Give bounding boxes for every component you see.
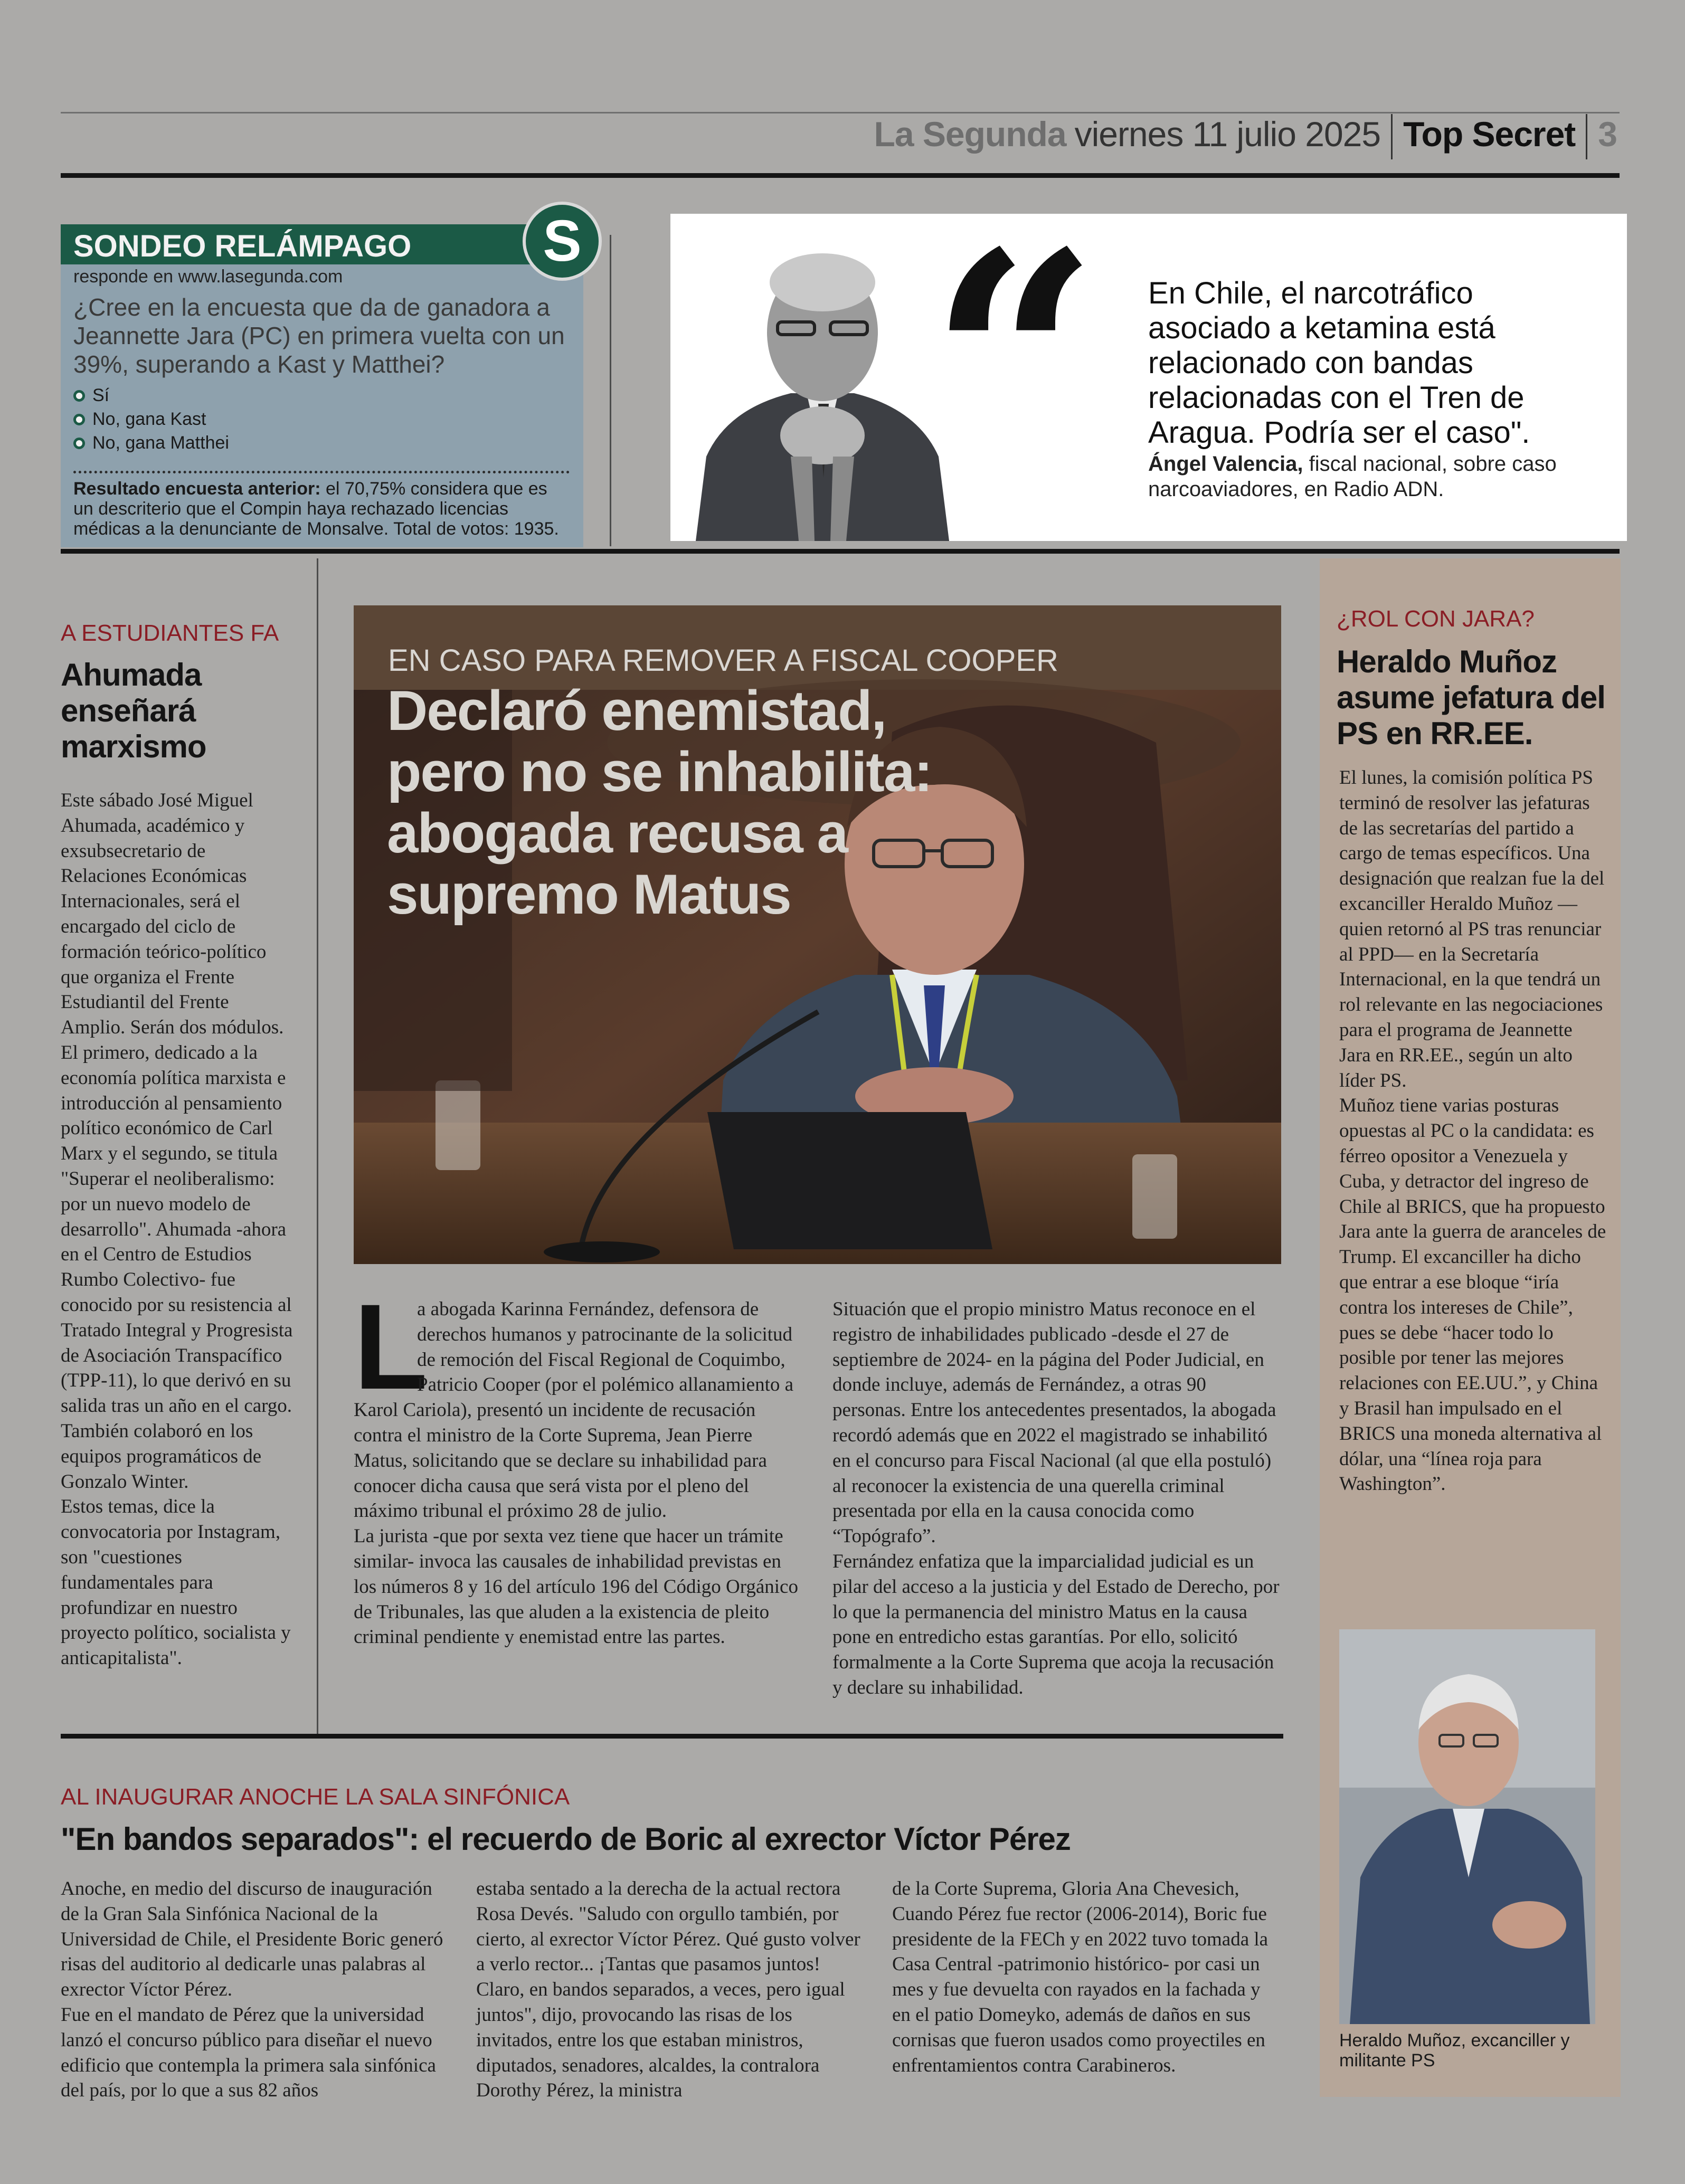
radio-circle-icon[interactable] xyxy=(73,414,85,425)
header-top-rule xyxy=(61,112,1620,113)
side-story-body xyxy=(1339,765,1608,1497)
left-story-headline: Ahumada enseñará marxismo xyxy=(61,657,206,764)
dropcap-space xyxy=(354,1297,417,1397)
poll-question: ¿Cree en la encuesta que da de ganadora a Jeannette Jara (PC) en primera vuelta con un 39%, superando a Kast y Matthei? xyxy=(73,293,565,378)
poll-result-text: el 70,75% considera que es un descriteriо que el Compin haya rechazado licencias médicas a la denunciante de Monsalve. Total de votos: 1935. xyxy=(73,479,559,539)
side-story-paragraph: El lunes, la comisión política PS terminó de resolver las jefaturas de las secretarías del partido a cargo de temas específicos. Una designación que realzan fue la del excanciller Heraldo Muñoz —quien retornó al PS tras renunciar al PPD— en la Secretaría Internacional, en la que tendrá un rol relevante en las negociaciones para el programa de Jeannette Jara en RR.EE., según un alto líder PS. xyxy=(1339,767,1605,1091)
section-name: Top Secret xyxy=(1403,115,1576,154)
poll-option-si[interactable]: Sí xyxy=(73,385,109,406)
poll-divider-line xyxy=(610,235,611,546)
left-story-paragraph: Estos temas, dice la convocatoria por Instagram, son "cuestiones fundamentales para profundizar en nuestro proyecto político, socialista y anticapitalista". xyxy=(61,1496,291,1669)
poll-source: responde en www.lasegunda.com xyxy=(73,267,343,287)
issue-date: viernes 11 julio 2025 xyxy=(1074,115,1381,154)
quote-author: Ángel Valencia, xyxy=(1148,452,1303,476)
page-number: 3 xyxy=(1598,115,1617,154)
page-header xyxy=(874,114,1617,159)
quote-box xyxy=(670,214,1627,541)
main-story-paragraph: Situación que el propio ministro Matus reconoce en el registro de inhabilidades publicado -desde el 27 de septiembre de 2024- en la página del Poder Judicial, en donde incluye, además de Fernández, a otras 90 personas. Entre los antecedentes presentados, la abogada recordó además que en 2022 el magistrado se inhabilitó en el concurso para Fiscal Nacional (al que ella postuló) al reconocer la existencia de una querella criminal presentada por ella en la causa conocida como “Topógrafo”. xyxy=(832,1298,1276,1547)
header-separator xyxy=(1391,114,1393,159)
bottom-story-headline: "En bandos separados": el recuerdo de Boric al exrector Víctor Pérez xyxy=(61,1821,1071,1857)
left-story-paragraph: Este sábado José Miguel Ahumada, académico y exsubsecretario de Relaciones Económicas Internacionales, será el encargado del ciclo de formación teórico-político que organiza el Frente Estudiantil del Frente Amplio. Serán dos módulos. El primero, dedicado a la economía política marxista e introducción al pensamiento político económico de Carl Marx y el segundo, se titula "Superar el neoliberalismo: por un nuevo modelo de desarrollo". Ahumada -ahora en el Centro de Estudios Rumbo Colectivo- fue conocido por su resistencia al Tratado Integral y Progresista de Asociación Transpacífico (TPP-11), lo que derivó en su salida tras un año en el cargo. También colaboró en los equipos programáticos de Gonzalo Winter. xyxy=(61,790,293,1493)
left-story-body xyxy=(61,788,293,1671)
side-story-headline: Heraldo Muñoz asume jefatura del PS en RR.EE. xyxy=(1337,644,1605,751)
main-story-headline: Declaró enemistad, pero no se inhabilita: abogada recusa a supremo Matus xyxy=(387,679,932,926)
main-story-paragraph: a abogada Karinna Fernández, defensora de derechos humanos y patrocinante de la solicitud de remoción del Fiscal Regional de Coquimbo, Patricio Cooper (por el polémico allanamiento a Karol Cariola), presentó un incidente de recusación contra el ministro de la Corte Suprema, Jean Pierre Matus, solicitando que se declare su inhabilidad para conocer dicha causa que será vista por el pleno del máximo tribunal el próximo 28 de julio. xyxy=(354,1297,799,1524)
poll-title: SONDEO RELÁMPAGO xyxy=(73,229,412,263)
poll-header-bar xyxy=(61,224,583,264)
left-column-divider xyxy=(317,558,318,1736)
side-story-paragraph: Muñoz tiene varias posturas opuestas al PC o la candidata: es férreo opositor a Venezuela y Cuba, y detractor del ingreso de Chile al BRICS, que ha propuesto Jara ante la guerra de aranceles de Trump. El excanciller ha dicho que entrar a ese bloque “iría contra los intereses de Chile”, pues se debe “hacer todo lo posible por tener las mejores relaciones con EE.UU.”, y China y Brasil han impulsado en el BRICS una moneda alternativa al dólar, una “línea roja para Washington”. xyxy=(1339,1095,1606,1495)
bottom-story-paragraph: Fue en el mandato de Pérez que la universidad lanzó el concurso público para diseñar el nuevo edificio que contempla la primera sala sinfónica del país, por lo que a sus 82 años xyxy=(61,2003,436,2102)
poll-previous-result xyxy=(73,479,570,539)
section-rule xyxy=(61,549,1620,554)
bottom-story-paragraph: Anoche, en medio del discurso de inauguración de la Gran Sala Sinfónica Nacional de la Universidad de Chile, el Presidente Boric generó risas del auditorio al dedicarle unas palabras al exrector Víctor Pérez. xyxy=(61,1878,443,2001)
poll-option-matthei[interactable]: No, gana Matthei xyxy=(73,433,229,453)
bottom-story-kicker: AL INAUGURAR ANOCHE LA SALA SINFÓNICA xyxy=(61,1784,570,1810)
poll-result-label: Resultado encuesta anterior: xyxy=(73,479,321,499)
header-separator xyxy=(1586,114,1587,159)
side-story-kicker: ¿ROL CON JARA? xyxy=(1337,606,1535,632)
poll-badge-s-icon: S xyxy=(523,202,602,281)
radio-circle-icon[interactable] xyxy=(73,390,85,402)
paper-name: La Segunda xyxy=(874,115,1066,154)
header-bottom-rule xyxy=(61,173,1620,178)
bottom-story-column-1 xyxy=(61,1876,449,2103)
quote-text: En Chile, el narcotráfico asociado a ketamina está relacionado con bandas relacionadas con el Tren de Aragua. Podría ser el caso". xyxy=(1148,276,1530,450)
main-story-paragraph: La jurista -que por sexta vez tiene que hacer un trámite similar- invoca las causales de inhabilidad previstas en los números 8 y 16 del artículo 196 del Código Orgánico de Tribunales, las que aluden a la existencia de pleito criminal pendiente y enemistad entre las partes. xyxy=(354,1525,798,1648)
main-story-column-1 xyxy=(354,1279,799,1650)
main-story-kicker: EN CASO PARA REMOVER A FISCAL COOPER xyxy=(388,643,1058,678)
quote-attribution xyxy=(1148,451,1602,502)
bottom-section-rule xyxy=(61,1734,1283,1739)
munoz-photo xyxy=(1339,1629,1595,2024)
munoz-photo-caption: Heraldo Muñoz, excanciller y militante PS xyxy=(1339,2030,1570,2071)
left-story-kicker: A ESTUDIANTES FA xyxy=(61,620,279,646)
fiscal-photo xyxy=(685,235,960,541)
main-story-dropcap: L xyxy=(354,1279,428,1414)
poll-divider xyxy=(73,471,570,473)
poll-box xyxy=(61,224,583,547)
bottom-story-column-3: de la Corte Suprema, Gloria Ana Chevesich, Cuando Pérez fue rector (2006-2014), Boric fue presidente de la FECh y en 2022 tuvo tomada la Casa Central -patrimonio histórico- por casi un mes y fue devuelta con rayados en la fachada y en el patio Domeyko, además de daños en sus cornisas que fueron usados como proyectiles en enfrentamientos contra Carabineros. xyxy=(892,1878,1269,2076)
bottom-story-column-2: estaba sentado a la derecha de la actual rectora Rosa Devés. "Saludo con orgullo también, por cierto, al exrector Víctor Pérez. Qué gusto volver a verlo rector... ¡Tantas que pasamos juntos! Claro, en bandos separados, a veces, pero igual juntos", dijo, provocando las risas de los invitados, entre los que estaban ministros, diputados, senadores, alcaldes, la contralora Dorothy Pérez, la ministra xyxy=(476,1878,860,2102)
quote-author-desc: fiscal nacional, sobre caso narcoaviadores, en Radio ADN. xyxy=(1148,452,1557,501)
main-story-paragraph: Fernández enfatiza que la imparcialidad judicial es un pilar del acceso a la justicia y del Estado de Derecho, por lo que la permanencia del ministro Matus en la causa pone en entredicho estas garantías. Por ello, solicitó formalmente a la Corte Suprema que acoja la recusación y declare su inhabilidad. xyxy=(832,1550,1280,1698)
poll-option-kast[interactable]: No, gana Kast xyxy=(73,409,206,430)
radio-circle-icon[interactable] xyxy=(73,438,85,449)
main-story-column-2 xyxy=(832,1297,1281,1701)
open-quote-mark-icon: “ xyxy=(929,214,1100,535)
